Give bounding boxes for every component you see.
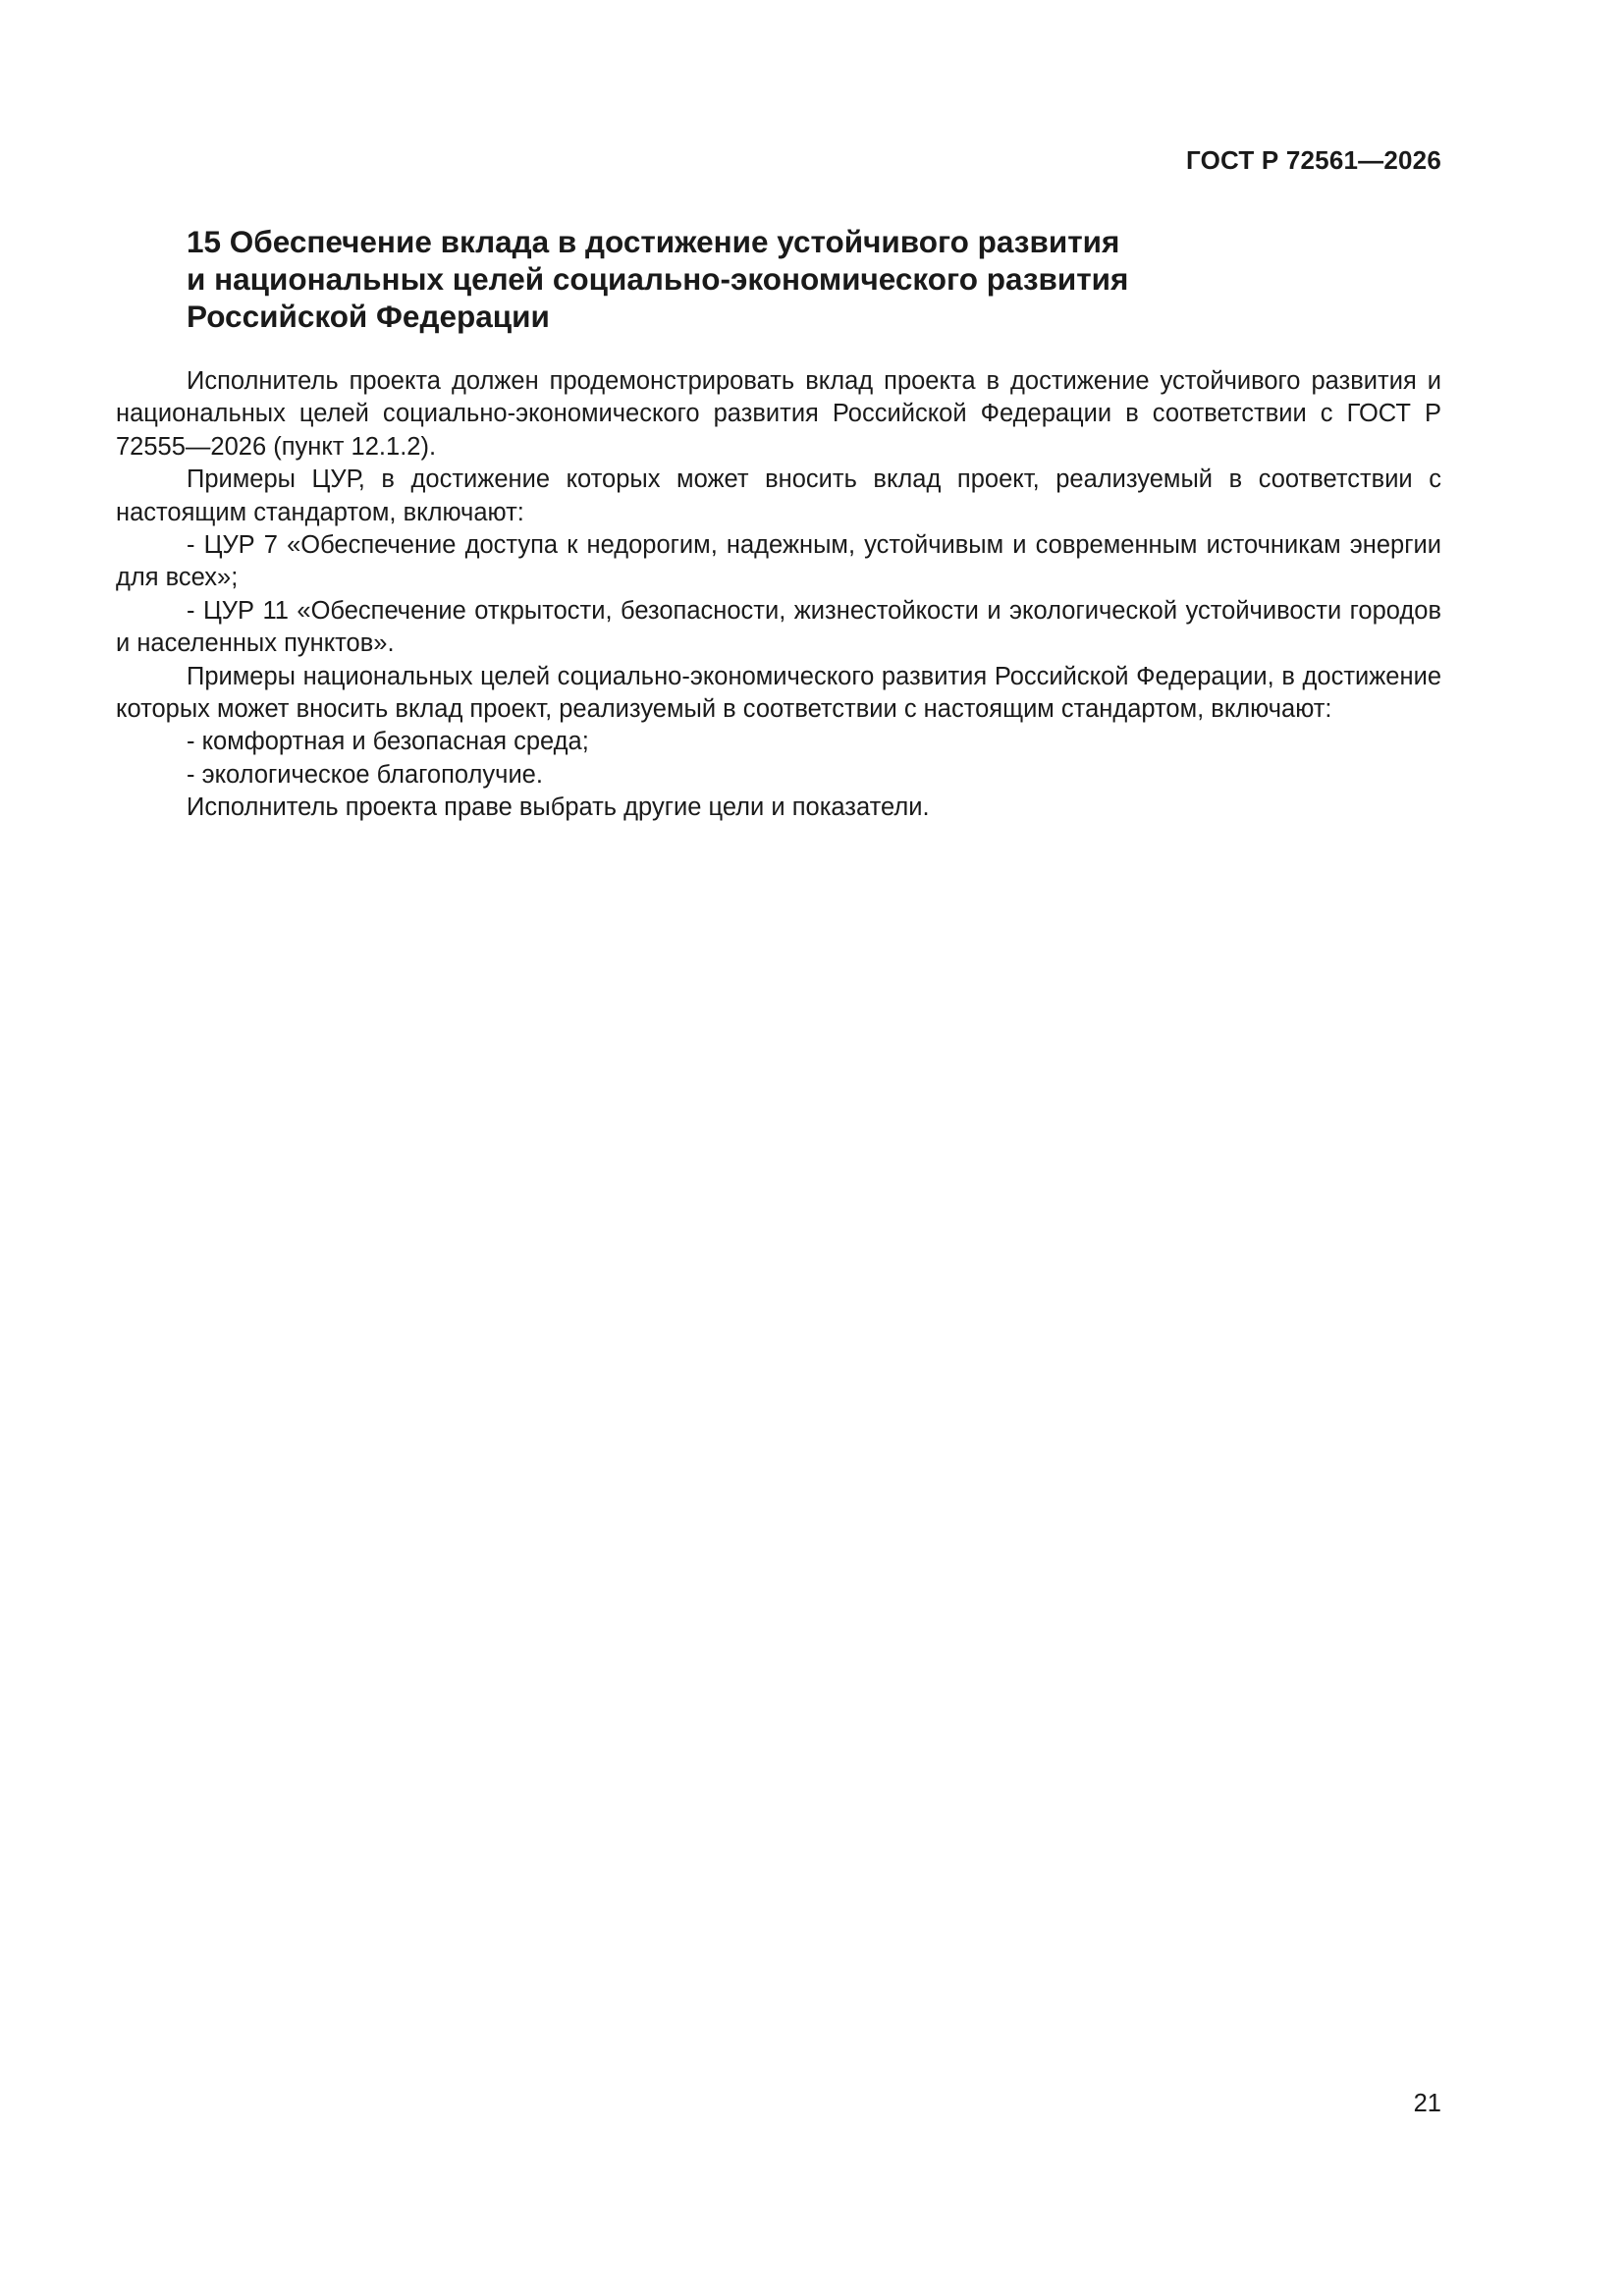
list-item-national-goal: - экологическое благополучие. bbox=[187, 760, 543, 789]
page-number: 21 bbox=[1413, 2090, 1441, 2117]
section-title bbox=[187, 223, 1267, 335]
paragraph-other-goals: Исполнитель проекта праве выбрать другие цели и показатели. bbox=[187, 793, 930, 822]
section-title-line: Российской Федерации bbox=[187, 299, 550, 334]
list-item-sdg-7: - ЦУР 7 «Обеспечение доступа к недорогим, надежным, устойчивым и современным источникам энергии для всех»; bbox=[116, 531, 1441, 592]
paragraph-contribution-requirement: Исполнитель проекта должен продемонстрировать вклад проекта в достижение устойчивого развития и национальных целей социально-экономического развития Российской Федерации в соответствии с ГОСТ Р 72555—2026 (пункт 12.1.2). bbox=[116, 367, 1441, 461]
paragraph-national-goals-intro: Примеры национальных целей социально-экономического развития Российской Федерации, в достижение которых может вносить вклад проект, реализуемый в соответствии с настоящим стандартом, включают: bbox=[116, 662, 1441, 724]
list-item-national-goal: - комфортная и безопасная среда; bbox=[187, 728, 589, 756]
section-title-line: 15 Обеспечение вклада в достижение устойчивого развития bbox=[187, 224, 1120, 259]
document-code-header: ГОСТ Р 72561—2026 bbox=[1186, 145, 1441, 175]
paragraph-sdg-examples-intro: Примеры ЦУР, в достижение которых может вносить вклад проект, реализуемый в соответствии с настоящим стандартом, включают: bbox=[116, 465, 1441, 526]
section-body bbox=[116, 365, 1441, 825]
list-item-sdg-11: - ЦУР 11 «Обеспечение открытости, безопасности, жизнестойкости и экологической устойчивости городов и населенных пунктов». bbox=[116, 596, 1441, 658]
section-title-line: и национальных целей социально-экономического развития bbox=[187, 261, 1129, 297]
